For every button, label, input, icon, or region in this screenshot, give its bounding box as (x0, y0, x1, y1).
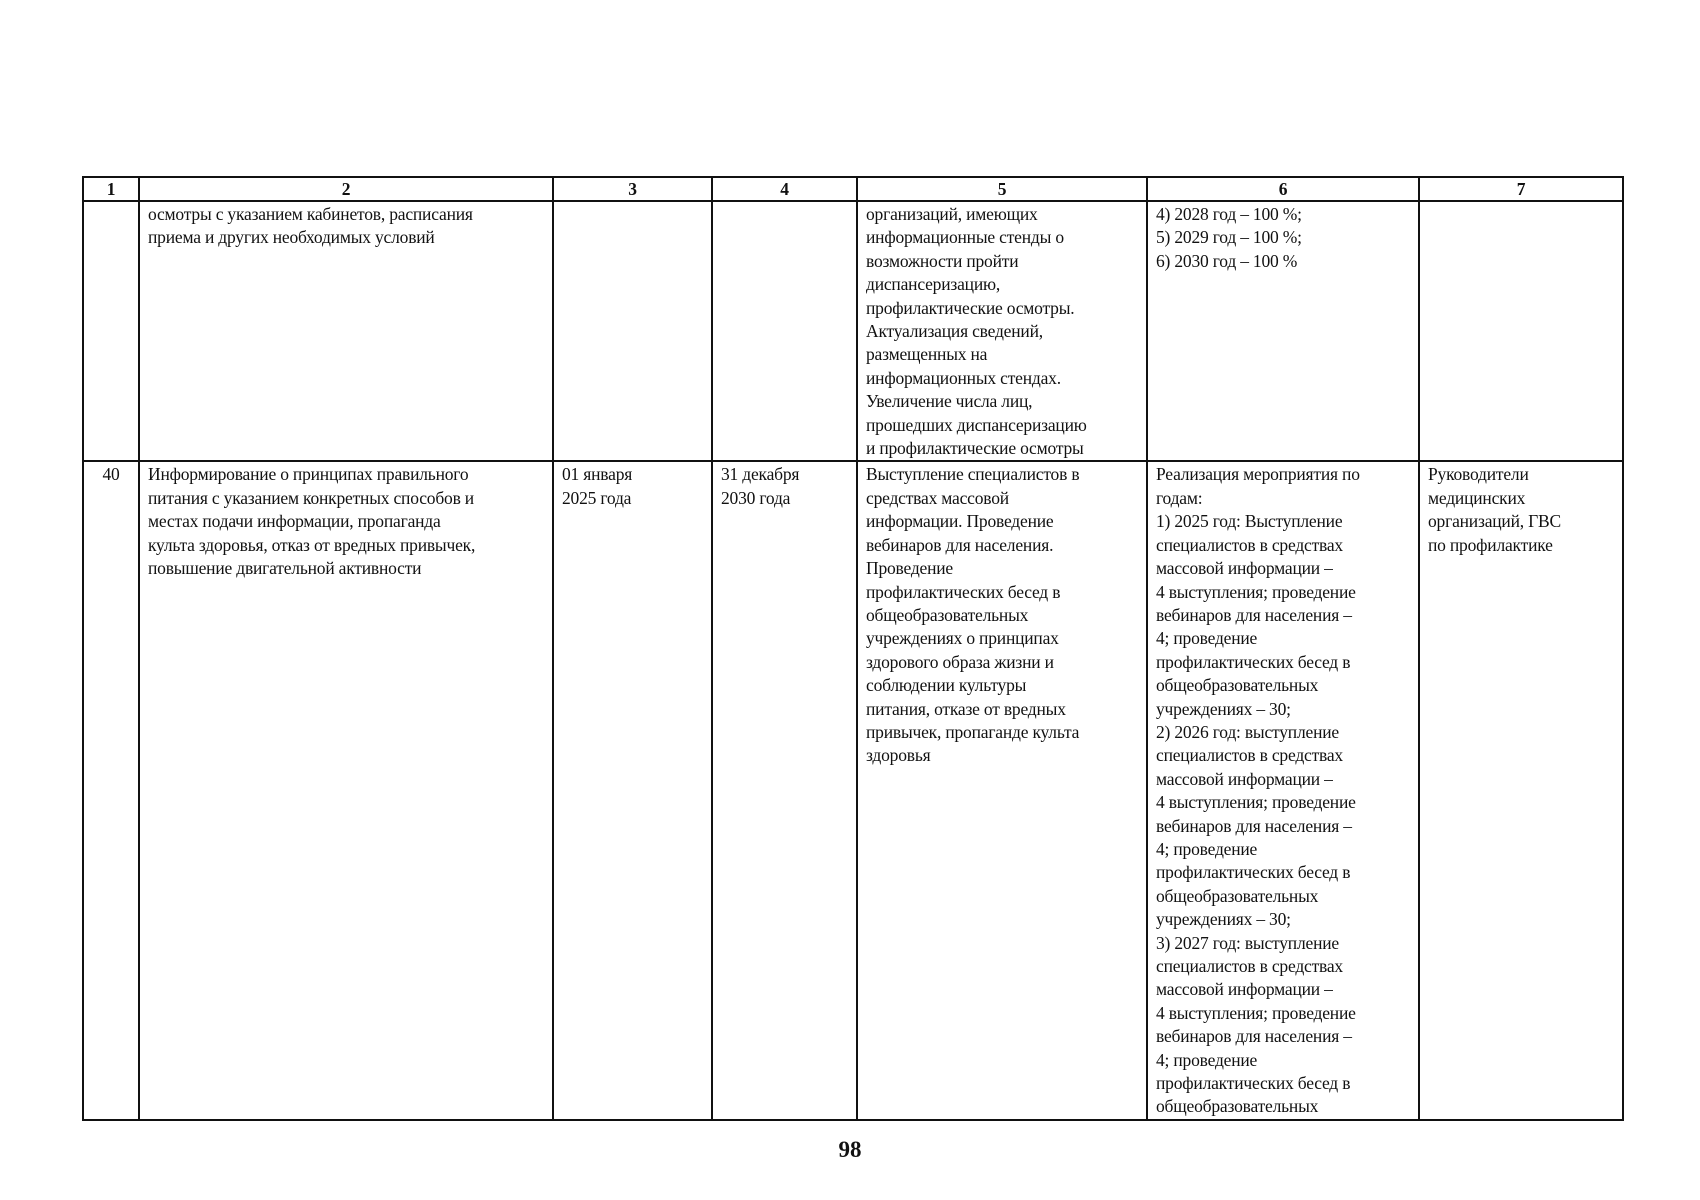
table-row-continuation (83, 201, 1623, 461)
text-line: Актуализация сведений, (866, 321, 1043, 342)
text-line: общеобразовательных (1156, 675, 1319, 696)
text-line: организаций, ГВС (1428, 511, 1561, 532)
text-line: привычек, пропаганде культа (866, 721, 1080, 742)
cell-expected-result (857, 461, 1147, 1119)
text-line: специалистов в средствах (1156, 745, 1343, 766)
text-line: 31 декабря (721, 464, 800, 485)
cell-end-date (712, 201, 857, 461)
text-line: общеобразовательных (1156, 1096, 1319, 1117)
measures-table (82, 176, 1624, 1121)
text-line: массовой информации – (1156, 979, 1333, 1000)
text-line: учреждениях – 30; (1156, 909, 1291, 930)
cell-number (83, 201, 139, 461)
text-line: повышение двигательной активности (148, 558, 422, 579)
text-line: массовой информации – (1156, 558, 1333, 579)
text-line: 2025 года (562, 487, 632, 508)
text-line: вебинаров для населения – (1156, 815, 1352, 836)
header-col-5: 5 (857, 177, 1147, 201)
text-line: 4 выступления; проведение (1156, 581, 1356, 602)
text-line: учреждениях о принципах (866, 628, 1059, 649)
text-line: профилактических бесед в (1156, 862, 1351, 883)
header-col-2: 2 (139, 177, 553, 201)
text-line: здорового образа жизни и (866, 651, 1054, 672)
text-line: 2) 2026 год: выступление (1156, 721, 1339, 742)
cell-indicators (1147, 461, 1419, 1119)
text-line: питания, отказе от вредных (866, 698, 1066, 719)
header-col-7: 7 (1419, 177, 1623, 201)
cell-responsible (1419, 461, 1623, 1119)
cell-number: 40 (83, 461, 139, 1119)
text-line: профилактических бесед в (1156, 1073, 1351, 1094)
text-line: 3) 2027 год: выступление (1156, 932, 1339, 953)
text-line: 01 января (562, 464, 633, 485)
cell-indicators (1147, 201, 1419, 461)
text-line: здоровья (866, 745, 931, 766)
text-line: прошедших диспансеризацию (866, 414, 1087, 435)
text-line: по профилактике (1428, 534, 1553, 555)
text-line: организаций, имеющих (866, 204, 1038, 224)
header-col-4: 4 (712, 177, 857, 201)
cell-start-date (553, 201, 712, 461)
text-line: размещенных на (866, 344, 988, 365)
text-line: Увеличение числа лиц, (866, 391, 1033, 412)
header-col-3: 3 (553, 177, 712, 201)
header-col-6: 6 (1147, 177, 1419, 201)
text-line: специалистов в средствах (1156, 534, 1343, 555)
table-row-40 (83, 461, 1623, 1119)
cell-measure-text (139, 461, 553, 1119)
text-line: массовой информации – (1156, 768, 1333, 789)
text-line: соблюдении культуры (866, 675, 1027, 696)
text-line: информации. Проведение (866, 511, 1054, 532)
text-line: Руководители (1428, 464, 1529, 485)
text-line: диспансеризацию, (866, 274, 1001, 295)
text-line: Информирование о принципах правильного (148, 464, 469, 485)
column-number-header-row (83, 177, 1623, 201)
text-line: местах подачи информации, пропаганда (148, 511, 441, 532)
text-line: Проведение (866, 558, 954, 579)
cell-measure-text (139, 201, 553, 461)
cell-responsible (1419, 201, 1623, 461)
text-line: культа здоровья, отказ от вредных привычек, (148, 534, 476, 555)
text-line: осмотры с указанием кабинетов, расписания (148, 204, 473, 224)
cell-expected-result (857, 201, 1147, 461)
header-col-1: 1 (83, 177, 139, 201)
text-line: 5) 2029 год – 100 %; (1156, 227, 1302, 248)
text-line: годам: (1156, 487, 1203, 508)
text-line: возможности пройти (866, 250, 1019, 271)
text-line: общеобразовательных (866, 604, 1029, 625)
text-line: профилактических бесед в (866, 581, 1061, 602)
text-line: 6) 2030 год – 100 % (1156, 250, 1298, 271)
text-line: Выступление специалистов в (866, 464, 1080, 485)
text-line: вебинаров для населения – (1156, 604, 1352, 625)
text-line: 1) 2025 год: Выступление (1156, 511, 1343, 532)
text-line: вебинаров для населения. (866, 534, 1054, 555)
text-line: Реализация мероприятия по (1156, 464, 1360, 485)
cell-start-date (553, 461, 712, 1119)
cell-end-date (712, 461, 857, 1119)
text-line: и профилактические осмотры (866, 438, 1084, 459)
text-line: питания с указанием конкретных способов и (148, 487, 474, 508)
text-line: 4; проведение (1156, 838, 1258, 859)
text-line: информационные стенды о (866, 227, 1064, 248)
text-line: средствах массовой (866, 487, 1009, 508)
text-line: 4; проведение (1156, 1049, 1258, 1070)
page-number: 98 (838, 1137, 862, 1162)
text-line: общеобразовательных (1156, 885, 1319, 906)
text-line: 4 выступления; проведение (1156, 792, 1356, 813)
text-line: 4 выступления; проведение (1156, 1002, 1356, 1023)
text-line: специалистов в средствах (1156, 956, 1343, 976)
text-line: профилактические осмотры. (866, 297, 1075, 318)
text-line: 4; проведение (1156, 628, 1258, 649)
text-line: 2030 года (721, 487, 791, 508)
text-line: приема и других необходимых условий (148, 227, 435, 248)
text-line: вебинаров для населения – (1156, 1026, 1352, 1047)
text-line: профилактических бесед в (1156, 651, 1351, 672)
text-line: учреждениях – 30; (1156, 698, 1291, 719)
text-line: информационных стендах. (866, 367, 1061, 388)
text-line: медицинских (1428, 487, 1526, 508)
text-line: 4) 2028 год – 100 %; (1156, 204, 1302, 224)
